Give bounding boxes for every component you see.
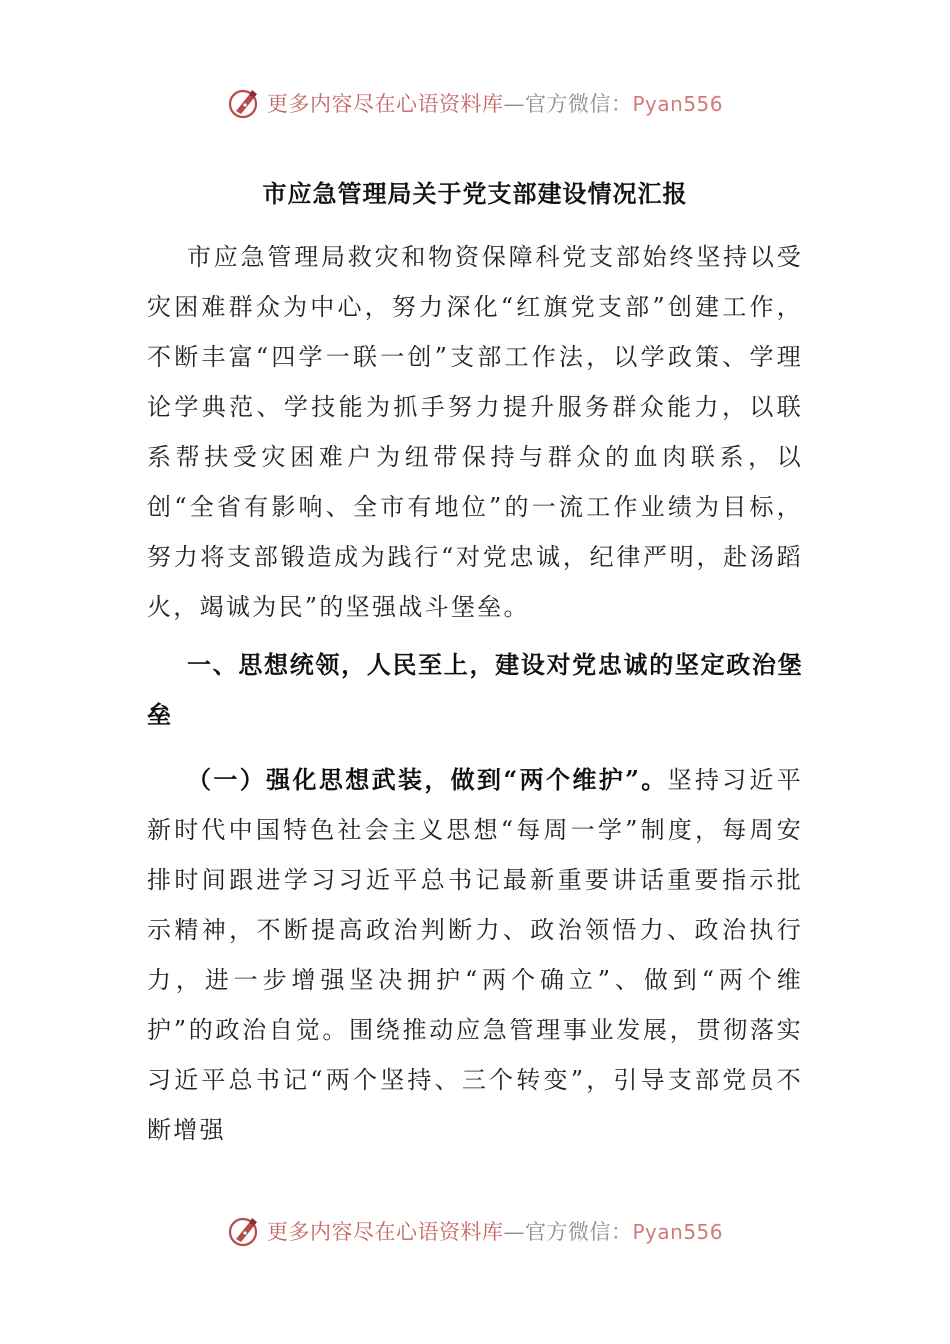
watermark-text: 更多内容尽在心语资料库—官方微信：Pyan556 [266,1220,723,1244]
footer-watermark [0,1211,950,1251]
subsection-paragraph-1 [147,755,803,1155]
subsection-body-1: 坚持习近平新时代中国特色社会主义思想“每周一学”制度，每周安排时间跟进学习习近平总书记最新重要讲话重要指示批示精神，不断提高政治判断力、政治领悟力、政治执行力，进一步增强坚决拥护“两个确立”、做到“两个维护”的政治自觉。围绕推动应急管理事业发展，贯彻落实习近平总书记“两个坚持、三个转变”，引导支部党员不断增强 [147,766,803,1144]
document-title: 市应急管理局关于党支部建设情况汇报 [262,179,688,208]
header-watermark [0,83,950,123]
subsection-heading-1: （一）强化思想武装，做到“两个维护”。 [187,765,668,794]
watermark-text: 更多内容尽在心语资料库—官方微信：Pyan556 [266,92,723,116]
section-heading-1: 一、思想统领，人民至上，建设对党忠诚的坚定政治堡垒 [147,650,803,729]
pen-nib-circle-icon [227,1214,261,1248]
pen-nib-circle-icon [227,86,261,120]
intro-paragraph: 市应急管理局救灾和物资保障科党支部始终坚持以受灾困难群众为中心，努力深化“红旗党支部”创建工作，不断丰富“四学一联一创”支部工作法，以学政策、学理论学典范、学技能为抓手努力提升服务群众能力，以联系帮扶受灾困难户为纽带保持与群众的血肉联系，以创“全省有影响、全市有地位”的一流工作业绩为目标，努力将支部锻造成为践行“对党忠诚，纪律严明，赴汤蹈火，竭诚为民”的坚强战斗堡垒。 [147,243,803,621]
